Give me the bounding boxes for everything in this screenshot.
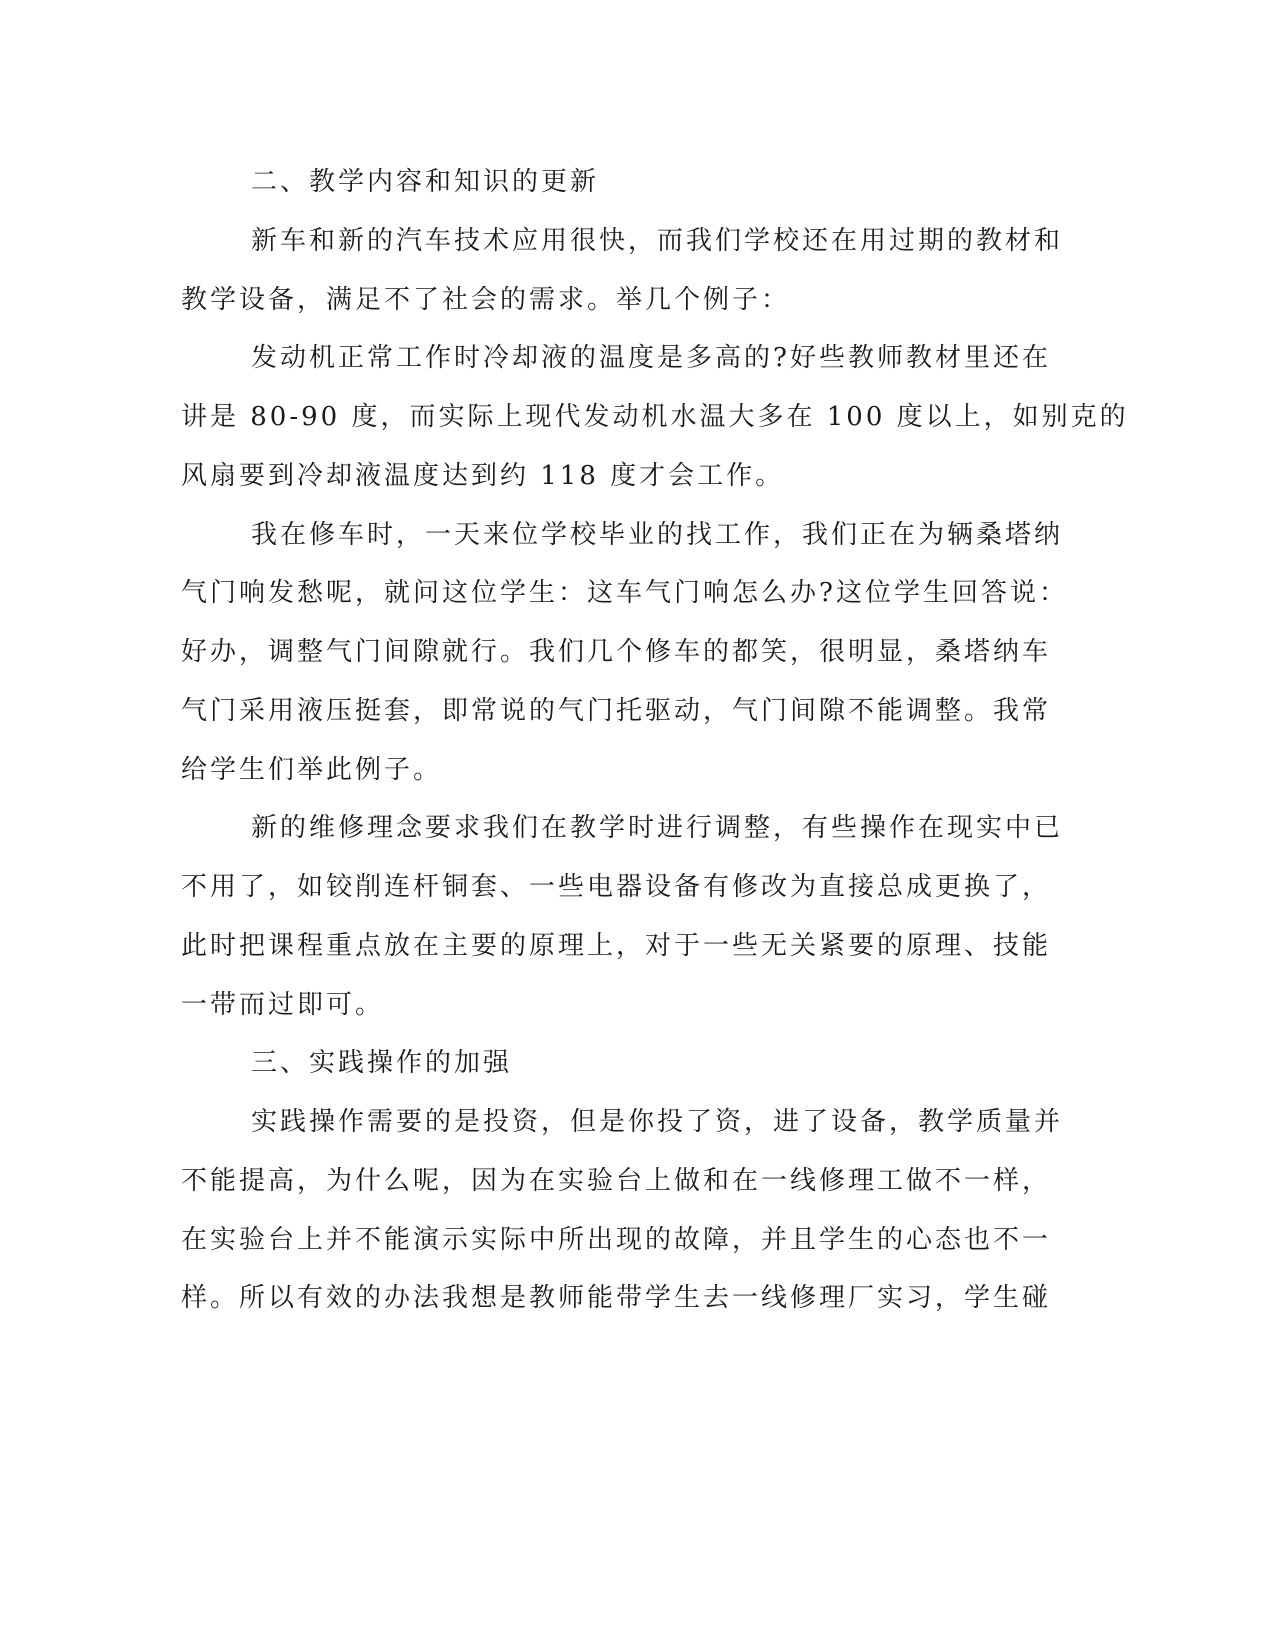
paragraph-line: 新车和新的汽车技术应用很快，而我们学校还在用过期的教材和 — [251, 225, 1064, 256]
paragraph-line: 气门响发愁呢，就问这位学生：这车气门响怎么办?这位学生回答说： — [181, 578, 1068, 609]
paragraph-line: 样。所以有效的办法我想是教师能带学生去一线修理厂实习，学生碰 — [181, 1283, 1052, 1314]
paragraph-line: 在实验台上并不能演示实际中所出现的故障，并且学生的心态也不一 — [181, 1224, 1052, 1255]
paragraph-line: 教学设备，满足不了社会的需求。举几个例子： — [181, 284, 791, 315]
paragraph-line: 给学生们举此例子。 — [181, 754, 443, 785]
paragraph-line: 气门采用液压挺套，即常说的气门托驱动，气门间隙不能调整。我常 — [181, 695, 1052, 726]
paragraph-line: 我在修车时，一天来位学校毕业的找工作，我们正在为辆桑塔纳 — [251, 519, 1064, 550]
paragraph-line: 不用了，如铰削连杆铜套、一些电器设备有修改为直接总成更换了， — [181, 872, 1052, 902]
paragraph-line: 一带而过即可。 — [181, 989, 385, 1020]
section-heading-practice: 三、实践操作的加强 — [251, 1048, 513, 1079]
paragraph-line: 讲是 80-90 度，而实际上现代发动机水温大多在 100 度以上，如别克的 — [181, 402, 1129, 432]
paragraph-line: 实践操作需要的是投资，但是你投了资，进了设备，教学质量并 — [251, 1107, 1064, 1137]
section-heading-content-update: 二、教学内容和知识的更新 — [251, 167, 600, 197]
paragraph-line: 风扇要到冷却液温度达到约 118 度才会工作。 — [181, 460, 785, 491]
paragraph-line: 此时把课程重点放在主要的原理上，对于一些无关紧要的原理、技能 — [181, 930, 1052, 961]
paragraph-line: 不能提高，为什么呢，因为在实验台上做和在一线修理工做不一样， — [181, 1165, 1052, 1196]
paragraph-line: 发动机正常工作时冷却液的温度是多高的?好些教师教材里还在 — [251, 343, 1051, 374]
paragraph-line: 好办，调整气门间隙就行。我们几个修车的都笑，很明显，桑塔纳车 — [181, 637, 1052, 667]
document-body — [181, 153, 1129, 1328]
paragraph-line: 新的维修理念要求我们在教学时进行调整，有些操作在现实中已 — [251, 813, 1064, 844]
